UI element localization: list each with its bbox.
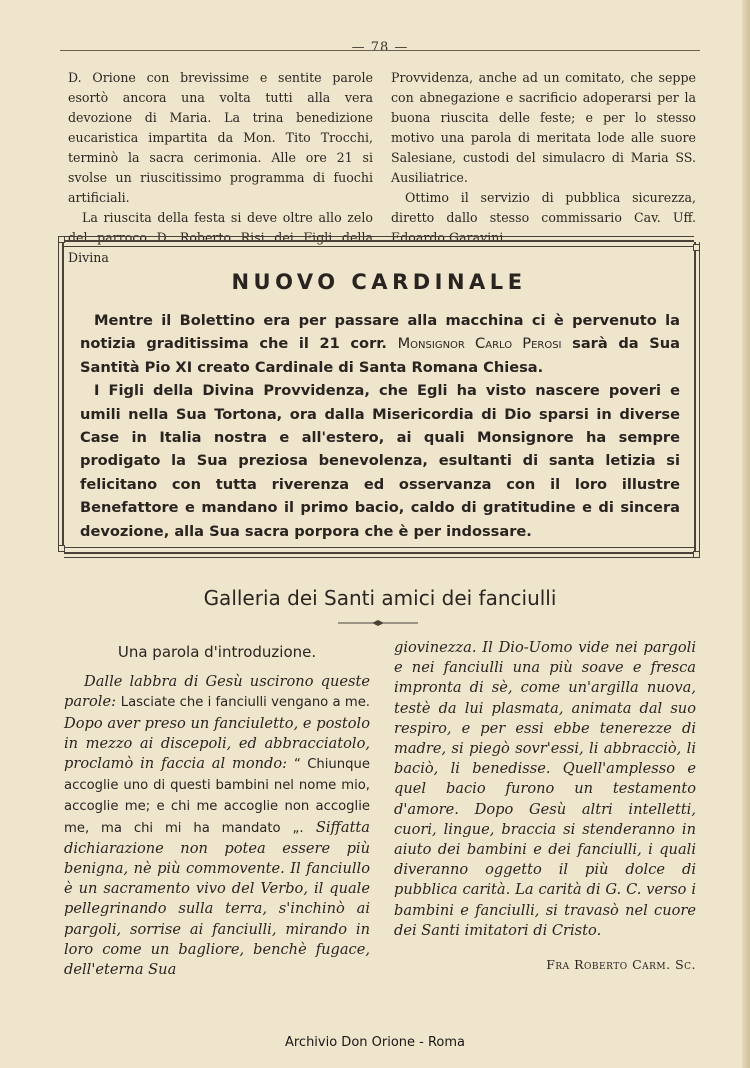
announcement-text (80, 309, 680, 543)
gallery-article (64, 638, 696, 980)
announcement-p1-before: Mentre il Bolettino era per passare alla macchina ci è pervenuto la notizia graditissima che il 21 corr. (80, 312, 680, 353)
frame-line (64, 236, 694, 237)
announcement-paragraph-1 (80, 309, 680, 379)
gallery-left-quote-2: “ Chiunque accoglie uno di questi bambini nel nome mio, accoglie me; e chi me accoglie non accoglie me, ma chi mi ha mandato „. (64, 757, 370, 836)
frame-corner (58, 236, 65, 243)
gallery-left-italic-2: Dopo aver preso un fanciuletto, e postolo in mezzo ai discepoli, ed abbracciatolo, proclamò in faccia al mondo: (64, 714, 370, 773)
top-right-paragraph-2: Ottimo il servizio di pubblica sicurezza, diretto dallo stesso commissario Cav. Uff. Edoardo Garavini. (391, 190, 696, 245)
intro-heading: Una parola d'introduzione. (117, 643, 317, 661)
frame-line (64, 240, 694, 242)
frame-line (64, 547, 694, 548)
gallery-left-quote-1: Lasciate che i fanciulli vengano a me. (120, 695, 371, 711)
archive-footer: Archivio Don Orione - Roma (284, 1035, 466, 1050)
gallery-right-column (394, 638, 696, 980)
frame-line (64, 557, 694, 558)
frame-corner (693, 551, 700, 558)
page-number: — 78 — (351, 40, 409, 55)
announcement-paragraph-2: I Figli della Divina Provvidenza, che Egli ha visto nascere poveri e umili nella Sua Tortona, ora dalla Misericordia di Dio sparsi in diverse Case in Italia nostra e all'estero, ai quali Monsignore ha sempre prodigato la Sua preziosa benevolenza, esultanti di santa letizia si felicitano con tutta riverenza ed osservanza con il loro illustre Benefattore e mandano il primo bacio, caldo di gratitudine e di sincera devozione, alla Sua sacra porpora che è per indossare. (80, 382, 680, 540)
gallery-left-column (64, 638, 370, 980)
top-left-paragraph-2: La riuscita della festa si deve oltre allo zelo del parroco D. Roberto Risi dei Figli della Divina (68, 210, 373, 265)
page-edge (742, 0, 750, 1068)
frame-corner (58, 545, 65, 552)
author-signature: Fra Roberto Carm. Sc. (546, 957, 696, 973)
gallery-left-paragraph (64, 672, 370, 980)
header-rule (60, 50, 700, 51)
gallery-title: Galleria dei Santi amici dei fanciulli (203, 586, 557, 610)
frame-line (64, 552, 694, 554)
gallery-right-paragraph: giovinezza. Il Dio-Uomo vide nei pargoli e nei fanciulli una più soave e fresca impronta di sè, come un'argilla nuova, testè da lui plasmata, animata dal suo respiro, e per essi ebbe tenerezze di madre, si piegò sovr'essi, li abbracciò, li baciò, li benedisse. Quell'amplesso e quel bacio furono un testamento d'amore. Dopo Gesù altri intelletti, cuori, lingue, braccia si stenderanno in aiuto dei bambini e dei fanciulli, i quali diveranno oggetto il più dolce di pubblica carità. La carità di G. C. verso i bambini e fanciulli, si travasò nel cuore dei Santi imitatori di Cristo. (394, 639, 696, 939)
frame-corner (693, 244, 700, 251)
top-left-paragraph-1: D. Orione con brevissime e sentite parole esortò ancora una volta tutti alla vera devozione di Maria. La trina benedizione eucaristica impartita da Mon. Tito Trocchi, terminò la sacra cerimonia. Alle ore 21 si svolse un riuscitissimo programma di fuochi artificiali. (68, 70, 373, 205)
announcement-box (58, 236, 700, 558)
top-right-paragraph-1: Provvidenza, anche ad un comitato, che seppe con abnegazione e sacrificio adoperarsi per la buona riuscita delle feste; e per lo stesso motivo una parola di meritata lode alle suore Salesiane, custodi del simulacro di Maria SS. Ausiliatrice. (391, 70, 696, 185)
ornament-divider (338, 618, 418, 628)
page-header (60, 36, 700, 55)
announcement-title: NUOVO CARDINALE (231, 270, 527, 294)
gallery-left-italic-1: Dalle labbra di Gesù uscirono queste parole: (64, 673, 370, 711)
cardinal-name: Monsignor Carlo Perosi (397, 335, 562, 353)
announcement-p1-after: sarà da Sua Santità Pio XI creato Cardinale di Santa Romana Chiesa. (80, 335, 680, 376)
frame-line (64, 246, 694, 247)
gallery-left-italic-3: Siffatta dichiarazione non potea essere più benigna, nè più commovente. Il fanciullo è un sacramento vivo del Verbo, il quale pellegrinando sulla terra, s'inchinò ai pargoli, sorrise ai fanciulli, mirando in loro come un bagliore, benchè fugace, dell'eterna Sua (64, 818, 370, 979)
